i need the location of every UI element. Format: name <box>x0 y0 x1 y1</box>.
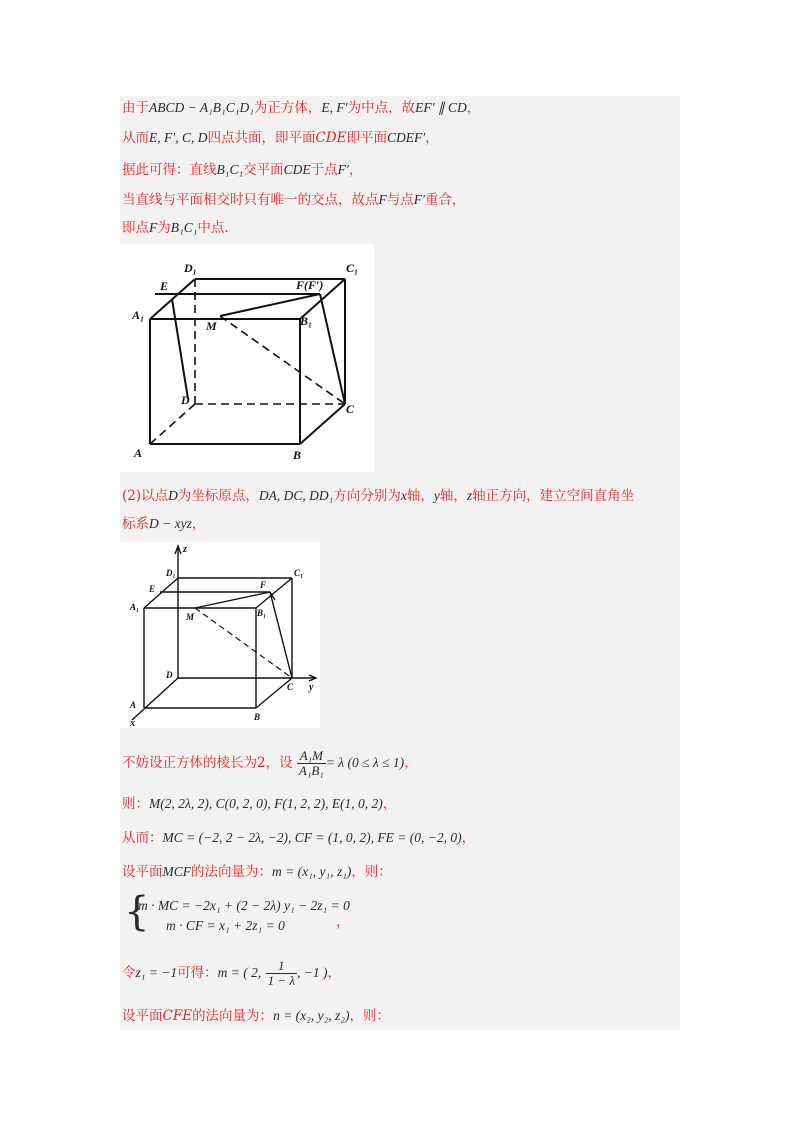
text: 的法向量为： <box>192 1008 274 1024</box>
label-z-axis: z <box>183 544 187 555</box>
text: 标系 <box>122 516 149 532</box>
math: m = ( 2, <box>217 965 262 980</box>
solution-line-9 <box>122 794 396 814</box>
text: ， <box>327 965 341 981</box>
text: 为中点，故 <box>347 100 416 116</box>
label-a1: A₁ <box>132 308 145 322</box>
math: E, F′, C, D <box>149 130 208 145</box>
math: n = (x₂, y₂, z₂) <box>273 1008 350 1023</box>
math: CDE <box>315 130 347 146</box>
solution-line-5 <box>122 218 229 238</box>
text: 为坐标原点， <box>177 488 259 504</box>
equation-2: m · CF = x₁ + 2z₁ = 0 <box>166 918 285 933</box>
label-a1: A₁ <box>130 602 140 612</box>
text: 当直线与平面相交时只有唯一的交点，故点 <box>122 192 379 208</box>
label-d1: D₁ <box>184 261 197 275</box>
label-f-fprime: F(F′) <box>296 278 324 292</box>
math: B₁C₁ <box>170 220 198 235</box>
fraction <box>297 749 326 778</box>
text: ， <box>466 100 481 116</box>
math: , −1 ) <box>296 965 328 980</box>
solution-line-11 <box>122 862 392 882</box>
label-b: B <box>254 712 261 722</box>
denominator: 1 − λ <box>267 973 295 988</box>
label-m: M <box>206 319 217 333</box>
math: F <box>149 220 158 235</box>
label-m: M <box>186 612 195 622</box>
math: D <box>168 488 178 503</box>
label-a: A <box>134 446 143 460</box>
label-b1: B₁ <box>300 314 313 328</box>
text: ， <box>425 130 439 146</box>
math: m = (x₁, y₁, z₁) <box>272 864 352 879</box>
text: 不妨设正方体的棱长为2，设 <box>122 755 293 771</box>
math: B₁C₁ <box>216 162 244 177</box>
text: 四点共面，即平面 <box>207 130 316 146</box>
text: ，则： <box>351 864 392 880</box>
label-x-axis: x <box>130 718 135 728</box>
text: 与点 <box>386 192 414 208</box>
text: 可得： <box>177 965 218 981</box>
text: 从而： <box>122 830 163 846</box>
label-e: E <box>149 584 156 594</box>
text: ，则： <box>349 1008 390 1024</box>
equation-brace: { <box>124 889 150 935</box>
text: 轴正方向，建立空间直角坐 <box>472 488 635 504</box>
text: 由于 <box>122 100 149 116</box>
label-b1: B₁ <box>257 608 267 618</box>
math: F <box>378 192 387 207</box>
label-b: B <box>293 448 302 462</box>
math: z₁ = −1 <box>135 965 178 980</box>
text: 的法向量为： <box>191 864 272 880</box>
solution-line-13 <box>122 956 341 990</box>
math: y <box>433 488 440 503</box>
label-d1: D₁ <box>166 568 176 578</box>
denominator: A₁B₁ <box>298 763 324 778</box>
label-c1: C₁ <box>346 261 359 275</box>
text: 为 <box>157 220 171 236</box>
label-y-axis: y <box>309 682 314 693</box>
label-c: C <box>346 402 355 416</box>
math: MC = (−2, 2 − 2λ, −2), CF = (1, 0, 2), FE = (0, −2, 0) <box>162 830 462 845</box>
math: z <box>466 488 473 503</box>
solution-line-10 <box>122 828 475 848</box>
text: 重合， <box>424 192 466 208</box>
math: CFE <box>162 1008 193 1024</box>
solution-line-1 <box>122 98 480 118</box>
math: CDEF′ <box>386 130 426 145</box>
text: 为正方体， <box>253 100 322 116</box>
label-d: D <box>181 393 190 407</box>
math: F′ <box>413 192 425 207</box>
text: 轴， <box>406 488 434 504</box>
math: M(2, 2λ, 2), C(0, 2, 0), F(1, 2, 2), E(1, 0, 2) <box>149 796 383 811</box>
label-f: F <box>260 580 267 590</box>
text: ， <box>404 755 418 771</box>
math: CDE <box>283 162 311 177</box>
math: ABCD − A₁B₁C₁D₁ <box>149 100 254 115</box>
text: 设平面 <box>122 1008 163 1024</box>
math: MCF <box>162 864 191 879</box>
numerator: A₁M <box>297 749 326 764</box>
text: 中点. <box>197 220 229 236</box>
text: ， <box>461 830 476 846</box>
text: 据此可得：直线 <box>122 162 217 178</box>
solution-line-14 <box>122 1006 390 1026</box>
fraction <box>266 959 297 988</box>
math: F′ <box>337 162 349 177</box>
text: 则： <box>122 796 149 812</box>
equation-comma: ， <box>336 914 350 930</box>
text: 设平面 <box>122 864 163 880</box>
solution-line-8 <box>122 746 418 780</box>
math: = λ (0 ≤ λ ≤ 1) <box>325 755 405 770</box>
text: 即平面 <box>346 130 387 146</box>
text: 于点 <box>310 162 338 178</box>
text: ， <box>348 162 363 178</box>
numerator: 1 <box>266 959 297 974</box>
text: 令 <box>122 965 136 981</box>
text: ， <box>382 796 397 812</box>
math: E, F′ <box>321 100 348 115</box>
cube-figure-2 <box>120 542 320 728</box>
label-a: A <box>130 700 137 710</box>
label-e: E <box>160 279 169 293</box>
label-c: C <box>287 682 294 692</box>
equation-1: m · MC = −2x₁ + (2 − 2λ) y₁ − 2z₁ = 0 <box>138 898 350 913</box>
math: x <box>400 488 407 503</box>
text: 从而 <box>122 130 149 146</box>
text: 方向分别为 <box>333 488 401 504</box>
text: 轴， <box>439 488 467 504</box>
math: EF′ ∥ CD <box>415 100 467 115</box>
cube-figure-1 <box>120 244 374 472</box>
text: 即点 <box>122 220 149 236</box>
solution-line-3 <box>122 160 362 180</box>
math: DA, DC, DD₁ <box>258 488 334 503</box>
solution-line-4 <box>122 190 465 210</box>
text: 交平面 <box>243 162 284 178</box>
math: D − xyz <box>149 516 192 531</box>
text: (2)以点 <box>122 488 169 504</box>
label-d: D <box>166 670 173 680</box>
label-c1: C₁ <box>294 568 304 578</box>
solution-line-2 <box>122 128 439 148</box>
solution-line-6 <box>122 486 634 506</box>
solution-line-7 <box>122 514 205 534</box>
text: ， <box>191 516 206 532</box>
